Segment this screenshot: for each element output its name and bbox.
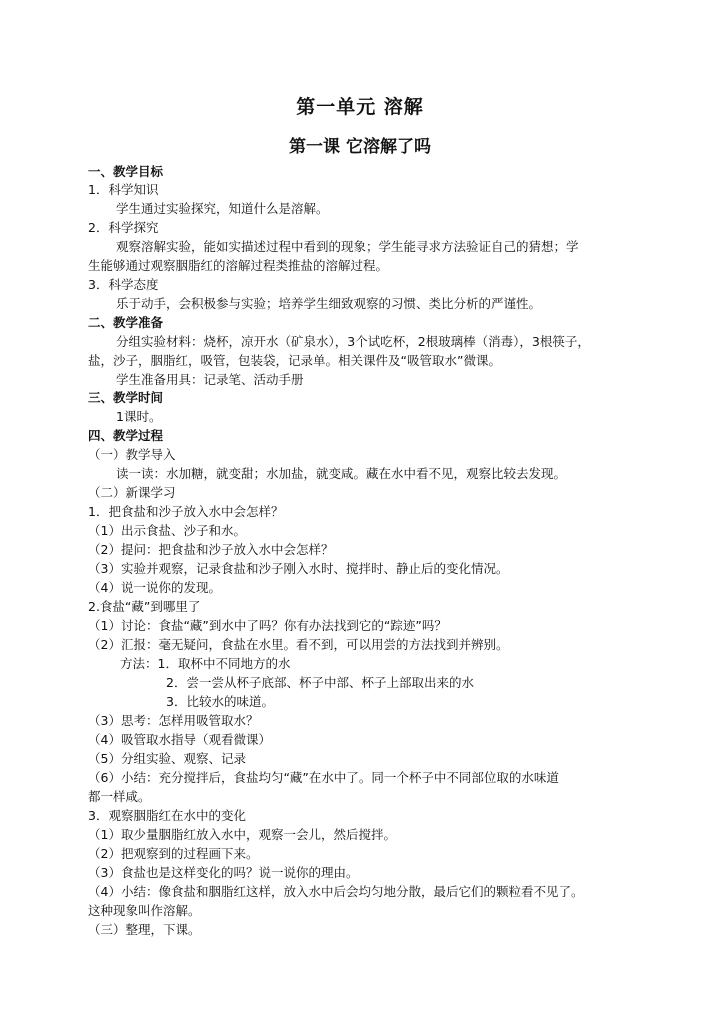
list-item: （2）把观察到的过程画下来。 [88, 846, 259, 861]
paragraph: 观察溶解实验，能如实描述过程中看到的现象；学生能寻求方法验证自己的猜想；学 [116, 239, 579, 254]
item-science-attitude: 3．科学态度 [88, 277, 159, 292]
paragraph-continued: 生能够通过观察胭脂红的溶解过程类推盐的溶解过程。 [88, 258, 389, 273]
paragraph-continued: 盐，沙子，胭脂红，吸管，包装袋，记录单。相关课件及“吸管取水”微课。 [88, 353, 501, 368]
section-heading-preparation: 二、教学准备 [88, 315, 164, 330]
paragraph-continued: 这种现象叫作溶解。 [88, 903, 201, 918]
paragraph: 分组实验材料：烧杯，凉开水（矿泉水），3个试吃杯，2根玻璃棒（消毒），3根筷子， [116, 334, 590, 349]
list-item: 3．观察胭脂红在水中的变化 [88, 808, 246, 823]
unit-title: 第一单元 溶解 [296, 96, 424, 118]
list-item: （3）思考：怎样用吸管取水？ [88, 713, 259, 728]
list-item: （5）分组实验、观察、记录 [88, 751, 246, 766]
section-heading-goals: 一、教学目标 [88, 164, 164, 179]
list-item: （1）取少量胭脂红放入水中，观察一会儿，然后搅拌。 [88, 827, 396, 842]
item-science-knowledge: 1．科学知识 [88, 182, 159, 197]
list-item: （2）汇报：毫无疑问，食盐在水里。看不到，可以用尝的方法找到并辨别。 [88, 637, 509, 652]
list-item: （6）小结：充分搅拌后，食盐均匀“藏”在水中了。同一个杯子中不同部位取的水味道 [88, 770, 559, 785]
method-line: 2．尝一尝从杯子底部、杯子中部、杯子上部取出来的水 [166, 675, 474, 690]
list-item: （4）小结：像食盐和胭脂红这样，放入水中后会均匀地分散，最后它们的颗粒看不见了。 [88, 884, 584, 899]
list-item: 2.食盐“藏”到哪里了 [88, 599, 201, 614]
method-line: 方法：1．取杯中不同地方的水 [120, 656, 291, 671]
paragraph: 学生通过实验探究，知道什么是溶解。 [116, 201, 329, 216]
section-heading-time: 三、教学时间 [88, 390, 164, 405]
paragraph: 1课时。 [116, 409, 162, 424]
list-item: （2）提问：把食盐和沙子放入水中会怎样？ [88, 542, 334, 557]
list-item: （1）出示食盐、沙子和水。 [88, 523, 246, 538]
list-item: （1）讨论：食盐“藏”到水中了吗？你有办法找到它的“踪迹”吗？ [88, 618, 447, 633]
list-item: （3）实验并观察，记录食盐和沙子刚入水时、搅拌时、静止后的变化情况。 [88, 561, 509, 576]
item-science-inquiry: 2．科学探究 [88, 220, 159, 235]
method-line: 3．比较水的味道。 [166, 694, 274, 709]
paragraph-continued: 都一样咸。 [88, 789, 151, 804]
subsection-new-lesson: （二）新课学习 [88, 485, 176, 500]
list-item: （4）说一说你的发现。 [88, 580, 221, 595]
subsection-wrap-up: （三）整理，下课。 [88, 922, 201, 937]
paragraph: 读一读：水加糖，就变甜；水加盐，就变咸。藏在水中看不见，观察比较去发现。 [116, 466, 567, 481]
list-item: 1．把食盐和沙子放入水中会怎样？ [88, 504, 284, 519]
paragraph: 乐于动手，会积极参与实验；培养学生细致观察的习惯、类比分析的严谨性。 [116, 296, 542, 311]
subsection-intro: （一）教学导入 [88, 447, 176, 462]
lesson-title: 第一课 它溶解了吗 [289, 137, 431, 157]
list-item: （4）吸管取水指导（观看微课） [88, 732, 271, 747]
paragraph: 学生准备用具：记录笔、活动手册 [116, 372, 304, 387]
section-heading-process: 四、教学过程 [88, 428, 164, 443]
list-item: （3）食盐也是这样变化的吗？说一说你的理由。 [88, 865, 359, 880]
